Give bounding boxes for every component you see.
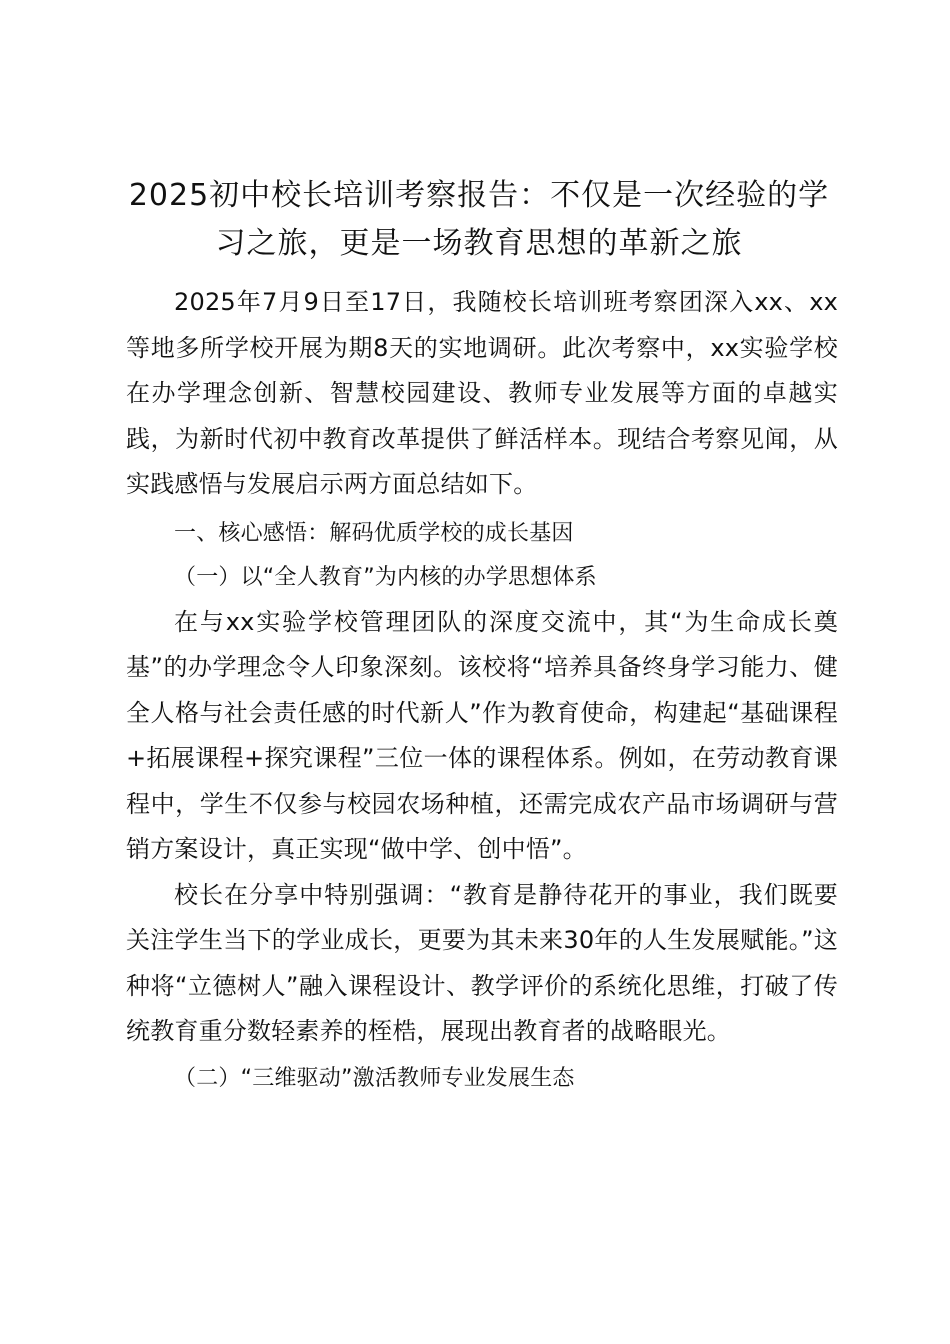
document-body <box>126 280 838 1101</box>
subsection-heading-teacher-development: （二）“三维驱动”激活教师专业发展生态 <box>174 1065 575 1091</box>
section-heading-core-insights: 一、核心感悟：解码优质学校的成长基因 <box>174 520 574 546</box>
document-title: 2025初中校长培训考察报告：不仅是一次经验的学习之旅，更是一场教育思想的革新之旅 <box>128 178 830 261</box>
subsection-heading-whole-person-education: （一）以“全人教育”为内核的办学思想体系 <box>174 564 597 590</box>
intro-paragraph: 2025年7月9日至17日，我随校长培训班考察团深入xx、xx等地多所学校开展为期8天的实地调研。此次考察中，xx实验学校在办学理念创新、智慧校园建设、教师专业发展等方面的卓越实践，为新时代初中教育改革提供了鲜活样本。现结合考察见闻，从实践感悟与发展启示两方面总结如下。 <box>126 288 838 498</box>
body-paragraph: 校长在分享中特别强调：“教育是静待花开的事业，我们既要关注学生当下的学业成长，更要为其未来30年的人生发展赋能。”这种将“立德树人”融入课程设计、教学评价的系统化思维，打破了传统教育重分数轻素养的桎梏，展现出教育者的战略眼光。 <box>126 880 838 1045</box>
body-paragraph: 在与xx实验学校管理团队的深度交流中，其“为生命成长奠基”的办学理念令人印象深刻。该校将“培养具备终身学习能力、健全人格与社会责任感的时代新人”作为教育使命，构建起“基础课程+拓展课程+探究课程”三位一体的课程体系。例如，在劳动教育课程中，学生不仅参与校园农场种植，还需完成农产品市场调研与营销方案设计，真正实现“做中学、创中悟”。 <box>126 607 838 863</box>
